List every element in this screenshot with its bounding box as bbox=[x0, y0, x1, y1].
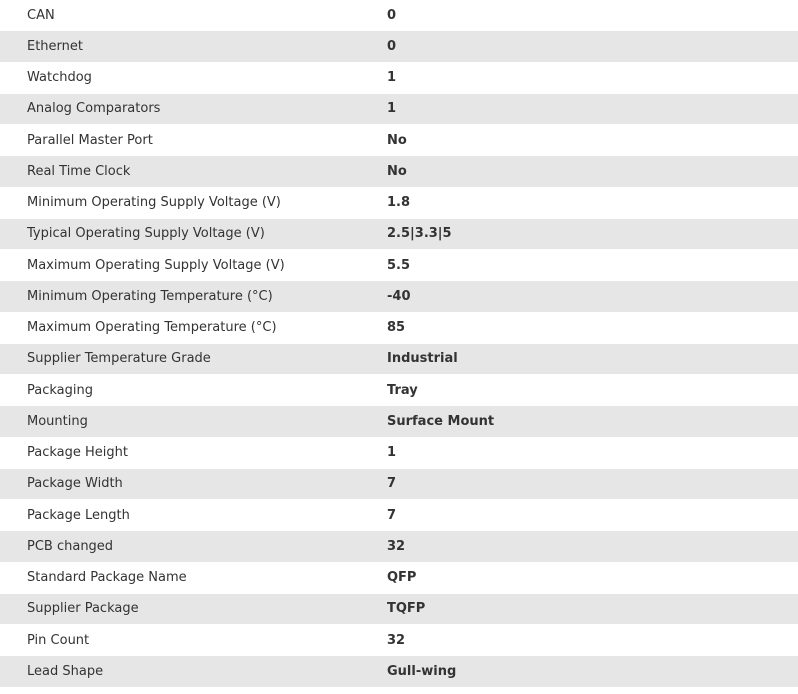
spec-value: 85 bbox=[387, 320, 406, 336]
spec-row-min-supply-voltage bbox=[0, 188, 798, 219]
spec-label: Mounting bbox=[27, 413, 88, 429]
spec-value: 1.8 bbox=[387, 195, 411, 211]
spec-label: Ethernet bbox=[27, 38, 83, 54]
spec-value: TQFP bbox=[387, 601, 426, 617]
spec-value: Surface Mount bbox=[387, 413, 495, 429]
spec-label: Typical Operating Supply Voltage (V) bbox=[27, 226, 265, 242]
spec-value: 1 bbox=[387, 445, 397, 461]
spec-row-lead-shape bbox=[0, 656, 798, 687]
spec-value: 32 bbox=[387, 538, 406, 554]
spec-label: Analog Comparators bbox=[27, 101, 161, 117]
spec-label: Minimum Operating Temperature (°C) bbox=[27, 288, 273, 304]
spec-value: 5.5 bbox=[387, 257, 411, 273]
spec-row-max-operating-temperature bbox=[0, 313, 798, 344]
spec-label: Supplier Package bbox=[27, 601, 139, 617]
spec-row-pin-count bbox=[0, 625, 798, 656]
spec-row-parallel-master-port bbox=[0, 125, 798, 156]
spec-value: Gull-wing bbox=[387, 663, 457, 679]
spec-value: No bbox=[387, 132, 407, 148]
spec-row-typical-supply-voltage bbox=[0, 219, 798, 250]
spec-row-watchdog bbox=[0, 63, 798, 94]
spec-label: PCB changed bbox=[27, 538, 114, 554]
spec-row-package-length bbox=[0, 500, 798, 531]
spec-value: Tray bbox=[387, 382, 418, 398]
spec-row-real-time-clock bbox=[0, 156, 798, 187]
spec-row-mounting bbox=[0, 406, 798, 437]
spec-row-standard-package-name bbox=[0, 563, 798, 594]
spec-label: Package Height bbox=[27, 445, 128, 461]
spec-label: Maximum Operating Temperature (°C) bbox=[27, 320, 277, 336]
spec-label: Minimum Operating Supply Voltage (V) bbox=[27, 195, 281, 211]
spec-value: 0 bbox=[387, 38, 397, 54]
spec-value: 7 bbox=[387, 507, 397, 523]
spec-row-max-supply-voltage bbox=[0, 250, 798, 281]
spec-value: 7 bbox=[387, 476, 397, 492]
spec-row-package-width bbox=[0, 469, 798, 500]
spec-value: 2.5|3.3|5 bbox=[387, 226, 452, 242]
spec-value: 1 bbox=[387, 70, 397, 86]
spec-value: 32 bbox=[387, 632, 406, 648]
spec-label: Package Length bbox=[27, 507, 130, 523]
spec-label: Watchdog bbox=[27, 70, 92, 86]
spec-label: Packaging bbox=[27, 382, 93, 398]
spec-row-analog-comparators bbox=[0, 94, 798, 125]
spec-value: No bbox=[387, 163, 407, 179]
spec-row-can bbox=[0, 0, 798, 31]
spec-label: Maximum Operating Supply Voltage (V) bbox=[27, 257, 285, 273]
spec-label: Parallel Master Port bbox=[27, 132, 153, 148]
spec-row-min-operating-temperature bbox=[0, 281, 798, 312]
spec-row-ethernet bbox=[0, 31, 798, 62]
spec-value: QFP bbox=[387, 570, 417, 586]
spec-row-package-height bbox=[0, 438, 798, 469]
spec-label: CAN bbox=[27, 7, 55, 23]
spec-label: Lead Shape bbox=[27, 663, 104, 679]
spec-label: Standard Package Name bbox=[27, 570, 187, 586]
spec-label: Package Width bbox=[27, 476, 123, 492]
spec-value: -40 bbox=[387, 288, 411, 304]
spec-row-supplier-temperature-grade bbox=[0, 344, 798, 375]
spec-value: Industrial bbox=[387, 351, 458, 367]
spec-row-packaging bbox=[0, 375, 798, 406]
spec-row-pcb-changed bbox=[0, 531, 798, 562]
spec-value: 1 bbox=[387, 101, 397, 117]
spec-row-supplier-package bbox=[0, 594, 798, 625]
spec-value: 0 bbox=[387, 7, 397, 23]
spec-label: Real Time Clock bbox=[27, 163, 131, 179]
spec-label: Pin Count bbox=[27, 632, 90, 648]
spec-label: Supplier Temperature Grade bbox=[27, 351, 211, 367]
